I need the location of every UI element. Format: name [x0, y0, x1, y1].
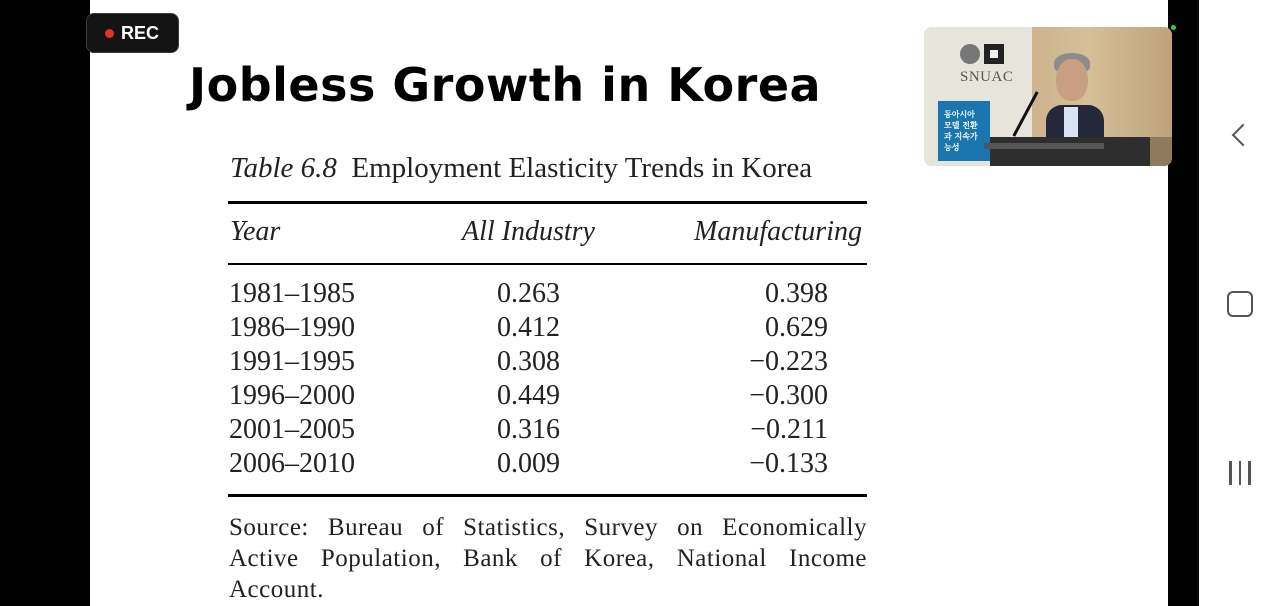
speaker-head	[1056, 59, 1088, 101]
column-header-manufacturing: Manufacturing	[694, 216, 862, 247]
record-dot-icon	[105, 29, 114, 38]
snuac-logo-text: SNUAC	[960, 69, 1014, 85]
chevron-left-icon	[1232, 124, 1255, 147]
table-row	[228, 380, 868, 414]
table-row	[228, 346, 868, 380]
recording-label: REC	[121, 22, 160, 43]
recent-apps-icon	[1229, 461, 1251, 485]
manufacturing-cell: 0.629	[765, 312, 828, 343]
table-title: Employment Elasticity Trends in Korea	[351, 152, 813, 184]
speaker-video-thumbnail[interactable]	[924, 27, 1172, 166]
year-cell: 1991–1995	[229, 346, 355, 377]
slide-title: Jobless Growth in Korea	[189, 58, 822, 112]
back-button[interactable]	[1214, 109, 1266, 161]
column-header-all-industry: All Industry	[462, 216, 595, 247]
table-row	[228, 414, 868, 448]
column-header-year: Year	[230, 216, 281, 247]
recording-indicator[interactable]	[86, 13, 179, 53]
table-source-note: Source: Bureau of Statistics, Survey on Economically Active Population, Bank of Korea, National Income Account.	[229, 514, 867, 603]
snuac-logo-inner	[990, 50, 998, 58]
podium	[990, 137, 1150, 166]
manufacturing-cell: −0.211	[750, 414, 828, 445]
all-industry-cell: 0.308	[497, 346, 560, 377]
manufacturing-cell: −0.300	[749, 380, 828, 411]
year-cell: 2001–2005	[229, 414, 355, 445]
year-cell: 1996–2000	[229, 380, 355, 411]
table-row	[228, 278, 868, 312]
video-border	[1168, 0, 1199, 606]
table-caption	[230, 152, 812, 185]
camera-active-indicator	[1171, 25, 1176, 30]
manufacturing-cell: −0.133	[749, 448, 828, 479]
year-cell: 1981–1985	[229, 278, 355, 309]
podium-top	[984, 143, 1104, 149]
table-row	[228, 448, 868, 482]
event-banner-text: 동아시아 모델 전환과 지속가능성	[944, 110, 978, 152]
all-industry-cell: 0.449	[497, 380, 560, 411]
all-industry-cell: 0.412	[497, 312, 560, 343]
manufacturing-cell: −0.223	[749, 346, 828, 377]
table-top-rule	[228, 201, 867, 204]
all-industry-cell: 0.009	[497, 448, 560, 479]
square-home-icon	[1227, 291, 1253, 317]
table-row	[228, 312, 868, 346]
recent-apps-button[interactable]	[1214, 447, 1266, 499]
year-cell: 1986–1990	[229, 312, 355, 343]
all-industry-cell: 0.263	[497, 278, 560, 309]
table-body	[228, 278, 868, 482]
table-header-rule	[228, 263, 867, 265]
university-seal-logo	[960, 44, 980, 64]
table-number: Table 6.8	[230, 152, 337, 184]
year-cell: 2006–2010	[229, 448, 355, 479]
all-industry-cell: 0.316	[497, 414, 560, 445]
manufacturing-cell: 0.398	[765, 278, 828, 309]
table-bottom-rule	[228, 494, 867, 497]
video-floor	[1150, 137, 1172, 166]
home-button[interactable]	[1214, 278, 1266, 330]
